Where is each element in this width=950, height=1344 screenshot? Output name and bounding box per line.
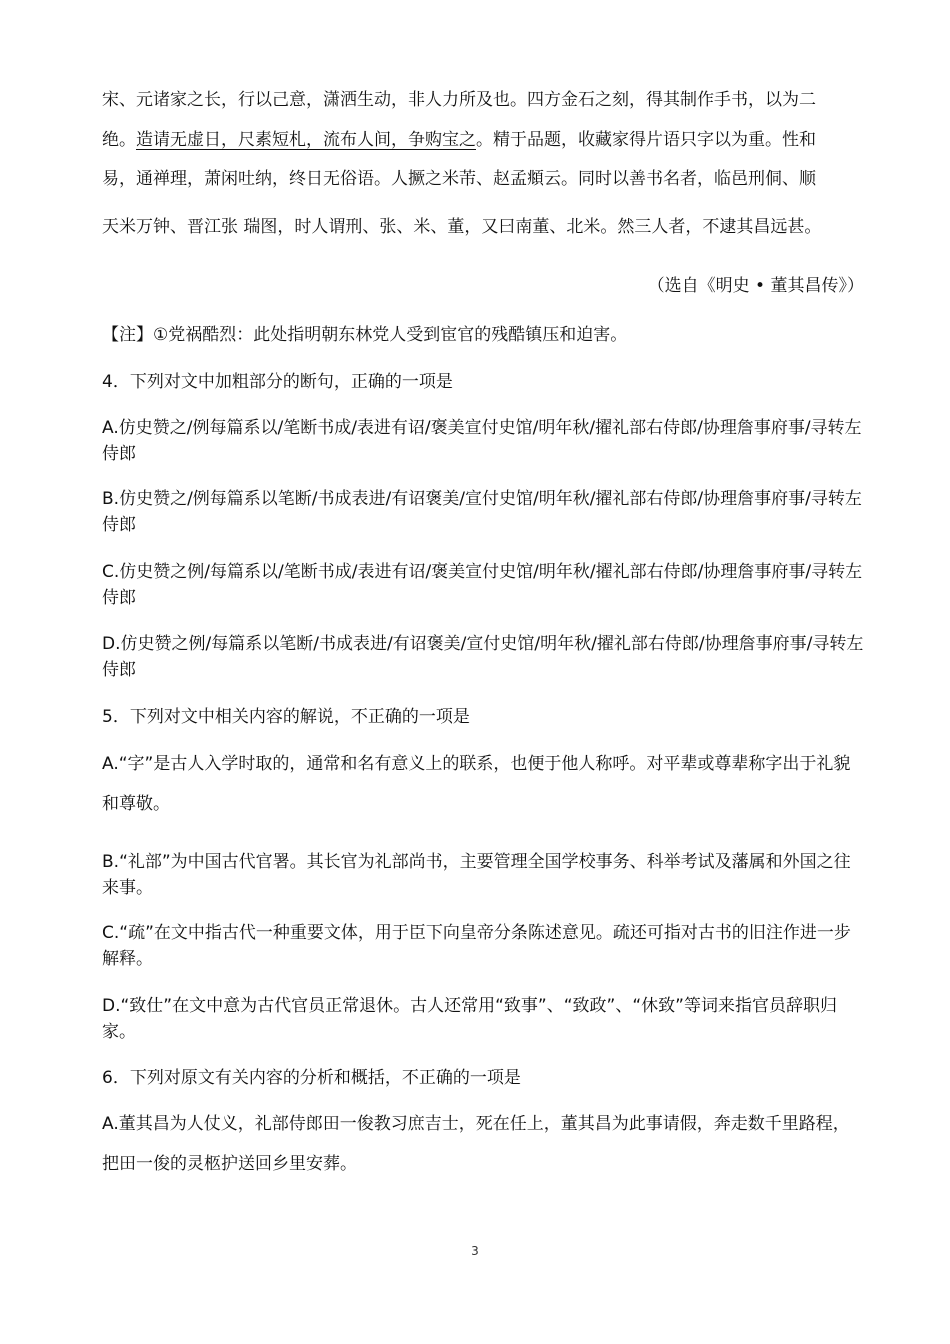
question-4-option-b: B.仿史赞之/例每篇系以笔断/书成表进/有诏褒美/宣付史馆/明年秋/擢礼部右侍郎/协理詹事府事/寻转左侍郎: [102, 489, 862, 535]
question-5-option-b: B.“礼部”为中国古代官署。其长官为礼部尚书，主要管理全国学校事务、科举考试及藩属和外国之往来事。: [102, 852, 851, 898]
question-4-option-a: A.仿史赞之/例每篇系以/笔断书成/表进有诏/褒美宣付史馆/明年秋/擢礼部右侍郎/协理詹事府事/寻转左侍郎: [102, 418, 862, 464]
question-4-option-d: D.仿史赞之例/每篇系以笔断/书成表进/有诏褒美/宣付史馆/明年秋/擢礼部右侍郎/协理詹事府事/寻转左侍郎: [102, 634, 864, 680]
question-5-option-d: D.“致仕”在文中意为古代官员正常退休。古人还常用“致事”、“致政”、“休致”等词来指官员辞职归家。: [102, 996, 837, 1042]
underlined-sentence: 造请无虚日，尺素短札，流布人间，争购宝之: [136, 130, 476, 150]
source-citation: （选自《明史 • 董其昌传》）: [647, 276, 864, 296]
question-6-option-a: A.董其昌为人仗义，礼部侍郎田一俊教习庶吉士，死在任上，董其昌为此事请假，奔走数千里路程， 把田一俊的灵柩护送回乡里安葬。: [102, 1114, 850, 1174]
question-5-option-c: C.“疏”在文中指古代一种重要文体，用于臣下向皇帝分条陈述意见。疏还可指对古书的旧注作进一步解释。: [102, 923, 851, 969]
footnote: 【注】①党祸酷烈：此处指明朝东林党人受到宦官的残酷镇压和迫害。: [102, 325, 628, 345]
passage-text: 绝。: [102, 130, 136, 150]
passage-line-4: 天米万钟、晋江张 瑞图，时人谓刑、张、米、董，又曰南董、北米。然三人者，不逮其昌远甚。: [102, 217, 822, 237]
passage-text: 。精于品题，收藏家得片语只字以为重。性和: [476, 130, 816, 150]
passage-line-2: [102, 127, 864, 153]
page-number: 3: [471, 1244, 479, 1258]
question-6-stem: 6．下列对原文有关内容的分析和概括，不正确的一项是: [102, 1068, 521, 1088]
question-5-stem: 5．下列对文中相关内容的解说，不正确的一项是: [102, 707, 470, 727]
question-4-option-c: C.仿史赞之例/每篇系以/笔断书成/表进有诏/褒美宣付史馆/明年秋/擢礼部右侍郎/协理詹事府事/寻转左侍郎: [102, 562, 863, 608]
question-4-stem: 4．下列对文中加粗部分的断句，正确的一项是: [102, 372, 453, 392]
passage-line-3: 易，通禅理，萧闲吐纳，终日无俗语。人撅之米芾、赵孟頫云。同时以善书名者，临邑刑侗、顺: [102, 169, 816, 189]
passage-line-1: 宋、元诸家之长，行以己意，潇洒生动，非人力所及也。四方金石之刻，得其制作手书，以为二: [102, 90, 816, 110]
question-5-option-a: A.“字”是古人入学时取的，通常和名有意义上的联系，也便于他人称呼。对平辈或尊辈称字出于礼貌 和尊敬。: [102, 754, 851, 814]
